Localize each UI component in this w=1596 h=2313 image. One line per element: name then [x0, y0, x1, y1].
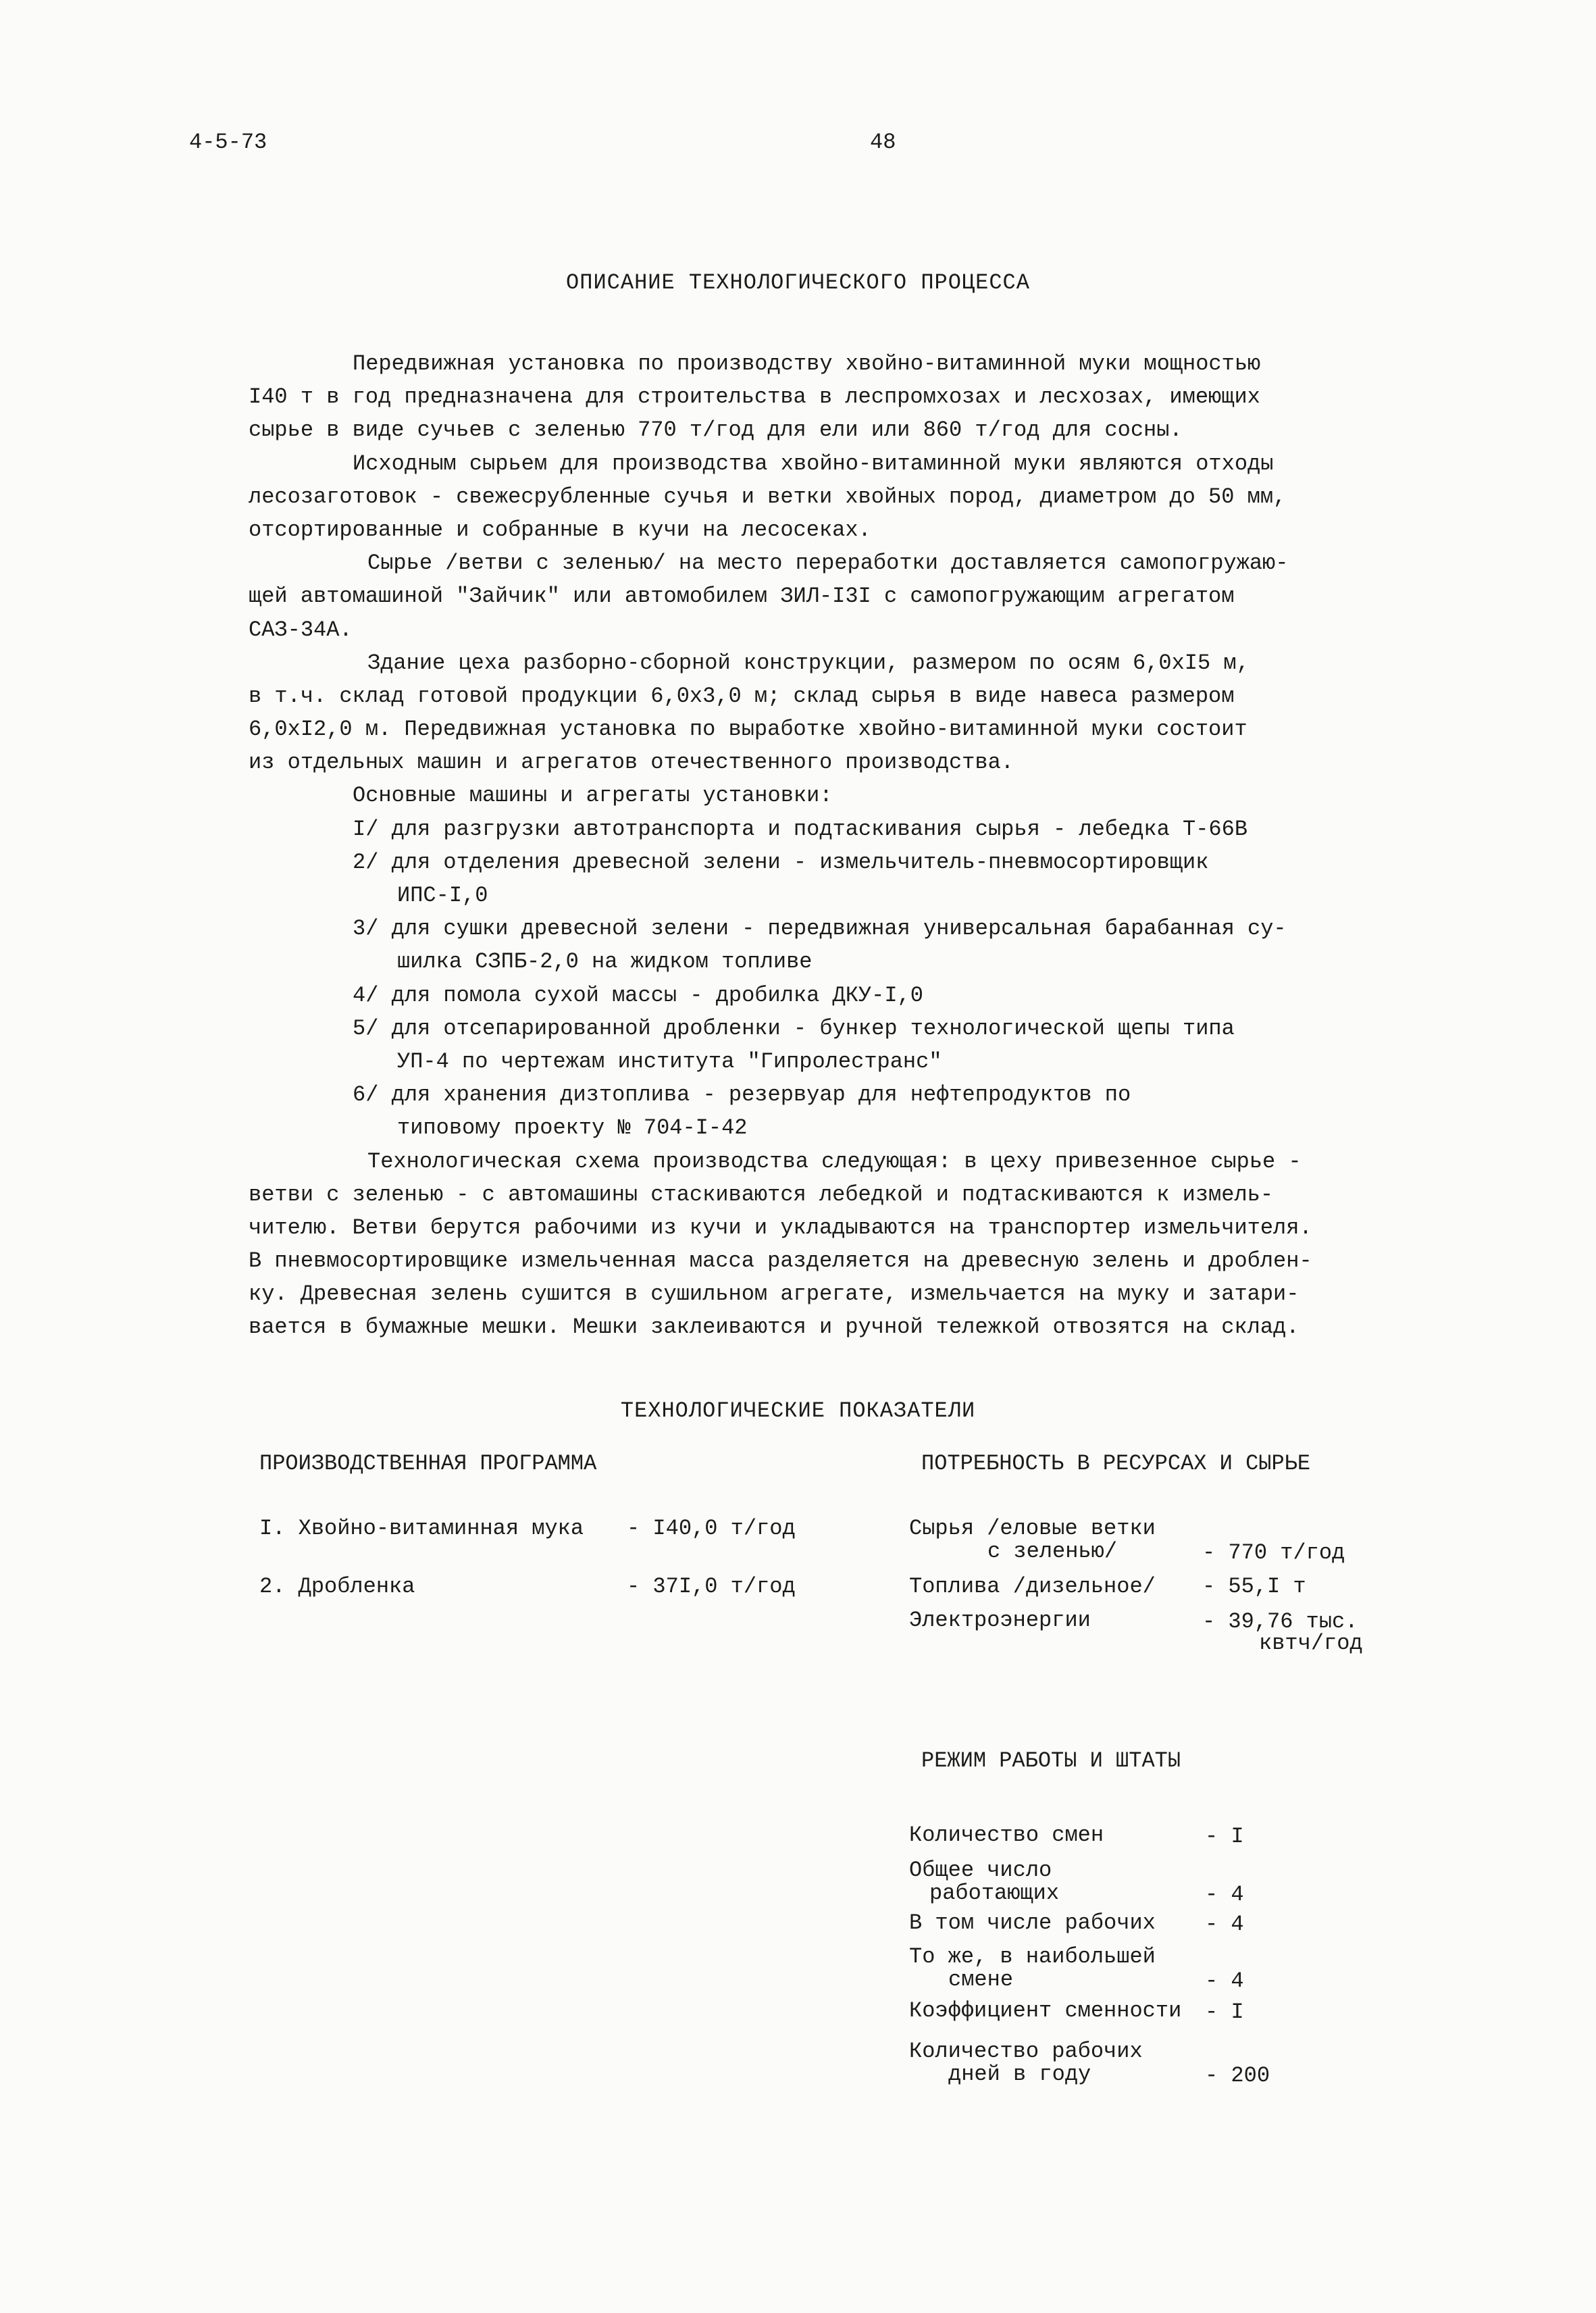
resource-item-name-cont: с зеленью/ — [987, 1539, 1118, 1564]
list-intro: Основные машины и агрегаты установки: — [353, 783, 833, 809]
mode-item-value: - I — [1205, 2000, 1244, 2025]
list-item: 3/ для сушки древесной зелени - передвижная универсальная барабанная су- — [353, 916, 1287, 942]
production-item-name: 2. Дробленка — [259, 1574, 415, 1599]
mode-item-value: - 4 — [1205, 1968, 1244, 1993]
resource-item-value: - 55,I т — [1202, 1574, 1306, 1599]
mode-item-name: То же, в наибольшей — [909, 1944, 1156, 1969]
mode-item-value: - 4 — [1205, 1912, 1244, 1937]
mode-item-name-cont: дней в году — [948, 2062, 1091, 2087]
mode-item-name: Количество рабочих — [909, 2039, 1143, 2064]
text-line: из отдельных машин и агрегатов отечественного производства. — [249, 750, 1014, 776]
page-number: 48 — [870, 130, 896, 155]
mode-item-name: Количество смен — [909, 1823, 1104, 1848]
mode-item-name: В том числе рабочих — [909, 1910, 1156, 1935]
text-line: ку. Древесная зелень сушится в сушильном агрегате, измельчается на муку и затари- — [249, 1281, 1299, 1307]
production-item-value: - 37I,0 т/год — [627, 1574, 796, 1599]
resource-item-name: Сырья /еловые ветки — [909, 1516, 1156, 1541]
list-item: 5/ для отсепарированной дробленки - бункер технологической щепы типа — [353, 1015, 1235, 1041]
resource-item-name: Электроэнергии — [909, 1608, 1091, 1633]
text-line: отсортированные и собранные в кучи на лесосеках. — [249, 517, 871, 542]
list-item-continuation: ИПС-I,0 — [397, 883, 488, 908]
mode-item-value: - 4 — [1205, 1882, 1244, 1907]
process-description — [249, 347, 1356, 1344]
resource-item-unit: квтч/год — [1259, 1631, 1363, 1656]
resources-heading: ПОТРЕБНОСТЬ В РЕСУРСАХ И СЫРЬЕ — [921, 1451, 1311, 1476]
production-heading: ПРОИЗВОДСТВЕННАЯ ПРОГРАММА — [259, 1451, 597, 1476]
text-line: Технологическая схема производства следующая: в цеху привезенное сырье - — [367, 1148, 1302, 1174]
text-line: ветви с зеленью - с автомашины стаскиваются лебедкой и подтаскиваются к измель- — [249, 1181, 1274, 1207]
production-item-name: I. Хвойно-витаминная мука — [259, 1516, 584, 1541]
resource-item-value: - 770 т/год — [1202, 1540, 1345, 1565]
text-line: Здание цеха разборно-сборной конструкции, размером по осям 6,0xI5 м, — [367, 650, 1250, 676]
text-line: Передвижная установка по производству хвойно-витаминной муки мощностью — [353, 351, 1261, 376]
list-item-continuation: типовому проекту № 704-I-42 — [397, 1115, 748, 1141]
resource-item-value: - 39,76 тыс. — [1202, 1609, 1358, 1634]
text-line: в т.ч. склад готовой продукции 6,0x3,0 м; склад сырья в виде навеса размером — [249, 683, 1235, 709]
text-line: сырье в виде сучьев с зеленью 770 т/год для ели или 860 т/год для сосны. — [249, 417, 1183, 443]
text-line: В пневмосортировщике измельченная масса разделяется на древесную зелень и дроблен- — [249, 1248, 1312, 1274]
list-item: I/ для разгрузки автотранспорта и подтаскивания сырья - лебедка Т-66В — [353, 816, 1248, 842]
mode-item-name-cont: работающих — [929, 1881, 1060, 1906]
text-line: вается в бумажные мешки. Мешки заклеиваются и ручной тележкой отвозятся на склад. — [249, 1315, 1299, 1340]
mode-title: РЕЖИМ РАБОТЫ И ШТАТЫ — [921, 1748, 1181, 1773]
text-line: 6,0xI2,0 м. Передвижная установка по выработке хвойно-витаминной муки состоит — [249, 717, 1247, 742]
mode-item-value: - I — [1205, 1824, 1244, 1849]
mode-item-value: - 200 — [1205, 2063, 1270, 2088]
text-line: чителю. Ветви берутся рабочими из кучи и укладываются на транспортер измельчителя. — [249, 1215, 1312, 1240]
resource-item-name: Топлива /дизельное/ — [909, 1574, 1156, 1599]
mode-item-name: Коэффициент сменности — [909, 1998, 1182, 2023]
text-line: лесозаготовок - свежесрубленные сучья и ветки хвойных пород, диаметром до 50 мм, — [249, 484, 1287, 509]
text-line: САЗ-34А. — [249, 617, 353, 642]
list-item: 6/ для хранения дизтоплива - резервуар для нефтепродуктов по — [353, 1082, 1131, 1108]
indicators-title: ТЕХНОЛОГИЧЕСКИЕ ПОКАЗАТЕЛИ — [620, 1398, 976, 1423]
document-code: 4-5-73 — [189, 130, 267, 155]
list-item-continuation: УП-4 по чертежам института "Гипролестранс" — [397, 1048, 942, 1074]
text-line: щей автомашиной "Зайчик" или автомобилем ЗИЛ-I3I с самопогружающим агрегатом — [249, 584, 1235, 609]
text-line: Исходным сырьем для производства хвойно-витаминной муки являются отходы — [353, 451, 1274, 476]
text-line: Сырье /ветви с зеленью/ на место переработки доставляется самопогружаю- — [367, 551, 1289, 576]
section-title: ОПИСАНИЕ ТЕХНОЛОГИЧЕСКОГО ПРОЦЕССА — [566, 270, 1030, 295]
list-item: 2/ для отделения древесной зелени - измельчитель-пневмосортировщик — [353, 849, 1209, 875]
text-line: I40 т в год предназначена для строительства в леспромхозах и лесхозах, имеющих — [249, 384, 1260, 410]
production-item-value: - I40,0 т/год — [627, 1516, 796, 1541]
mode-item-name: Общее число — [909, 1858, 1052, 1883]
mode-item-name-cont: смене — [948, 1967, 1014, 1992]
list-item: 4/ для помола сухой массы - дробилка ДКУ-I,0 — [353, 982, 923, 1008]
list-item-continuation: шилка СЗПБ-2,0 на жидком топливе — [397, 949, 813, 975]
